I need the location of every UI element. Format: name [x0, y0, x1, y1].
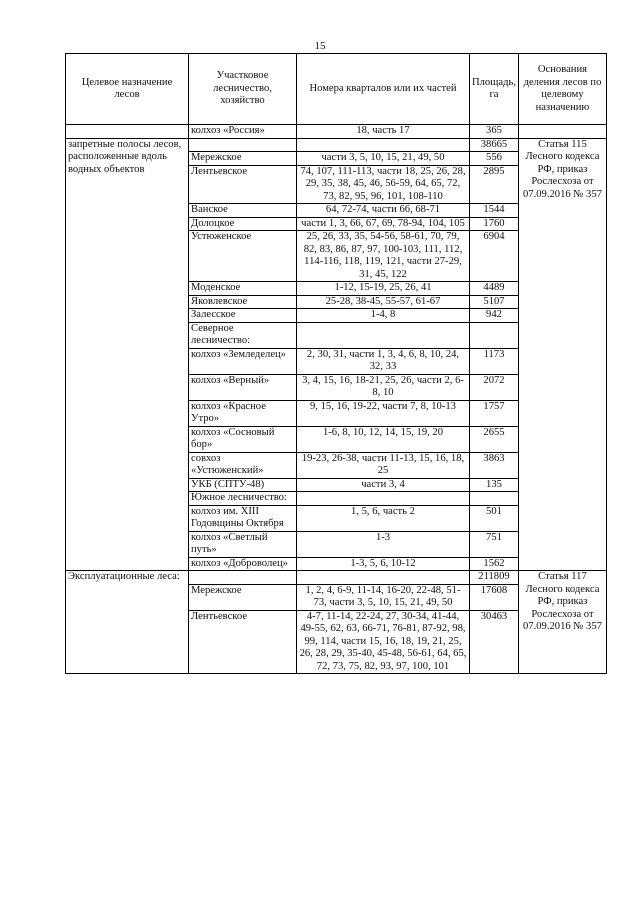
- quarters-cell: 1-12, 15-19, 25, 26, 41: [297, 282, 470, 296]
- basis-cell: Статья 117 Лесного кодекса РФ, приказ Рослесхоза от 07.09.2016 № 357: [518, 571, 606, 674]
- forestry-cell: Устюженское: [189, 231, 297, 282]
- area-cell: 211809: [470, 571, 519, 585]
- header-basis: Основания деления лесов по целевому назначению: [518, 54, 606, 125]
- quarters-cell: части 3, 4: [297, 478, 470, 492]
- basis-cell: Статья 115 Лесного кодекса РФ, приказ Рослесхоза от 07.09.2016 № 357: [518, 138, 606, 571]
- forestry-cell: Мережское: [189, 584, 297, 610]
- quarters-cell: 1, 5, 6, часть 2: [297, 505, 470, 531]
- area-cell: 556: [470, 152, 519, 166]
- forestry-cell: Лентьевское: [189, 610, 297, 674]
- quarters-cell: 3, 4, 15, 16, 18-21, 25, 26, части 2, 6-8, 10: [297, 374, 470, 400]
- area-cell: 501: [470, 505, 519, 531]
- area-cell: 2655: [470, 426, 519, 452]
- area-cell: [470, 492, 519, 506]
- forestry-cell: колхоз «Светлый путь»: [189, 531, 297, 557]
- area-cell: 1757: [470, 400, 519, 426]
- forestry-cell: УКБ (СПТУ-48): [189, 478, 297, 492]
- area-cell: 2895: [470, 165, 519, 204]
- quarters-cell: части 3, 5, 10, 15, 21, 49, 50: [297, 152, 470, 166]
- quarters-cell: [297, 492, 470, 506]
- quarters-cell: 1-3, 5, 6, 10-12: [297, 557, 470, 571]
- area-cell: 135: [470, 478, 519, 492]
- forestry-cell: колхоз «Доброволец»: [189, 557, 297, 571]
- quarters-cell: части 1, 3, 66, 67, 69, 78-94, 104, 105: [297, 217, 470, 231]
- quarters-cell: 25-28, 38-45, 55-57, 61-67: [297, 295, 470, 309]
- quarters-cell: 25, 26, 33, 35, 54-56, 58-61, 70, 79, 82, 83, 86, 87, 97, 100-103, 111, 112, 114-116, 118, 119, 121, части 27-29, 31, 45, 122: [297, 231, 470, 282]
- section-total-row: [66, 571, 607, 585]
- purpose-cell: запретные полосы лесов, расположенные вдоль водных объектов: [66, 138, 189, 571]
- quarters-cell: 1-3: [297, 531, 470, 557]
- quarters-cell: 1-4, 8: [297, 309, 470, 323]
- purpose-cell: Эксплуатационные леса:: [66, 571, 189, 674]
- quarters-cell: 2, 30, 31, части 1, 3, 4, 6, 8, 10, 24, 32, 33: [297, 348, 470, 374]
- forestry-cell: совхоз «Устюженский»: [189, 452, 297, 478]
- quarters-cell: 1, 2, 4, 6-9, 11-14, 16-20, 22-48, 51-73, части 3, 5, 10, 15, 21, 49, 50: [297, 584, 470, 610]
- quarters-cell: 1-6, 8, 10, 12, 14, 15, 19, 20: [297, 426, 470, 452]
- area-cell: 3863: [470, 452, 519, 478]
- forestry-cell: Лентьевское: [189, 165, 297, 204]
- forestry-cell: Залесское: [189, 309, 297, 323]
- area-cell: 5107: [470, 295, 519, 309]
- area-cell: 365: [470, 125, 519, 139]
- area-cell: 1562: [470, 557, 519, 571]
- forestry-cell: Моденское: [189, 282, 297, 296]
- area-cell: 38665: [470, 138, 519, 152]
- area-cell: 1544: [470, 204, 519, 218]
- forest-purpose-table: [65, 53, 607, 674]
- area-cell: 1173: [470, 348, 519, 374]
- page-number: 15: [314, 40, 326, 52]
- header-quarters: Номера кварталов или их частей: [297, 54, 470, 125]
- header-area: Площадь, га: [470, 54, 519, 125]
- quarters-cell: [297, 571, 470, 585]
- area-cell: 4489: [470, 282, 519, 296]
- forestry-cell: Долоцкое: [189, 217, 297, 231]
- area-cell: 6904: [470, 231, 519, 282]
- forestry-cell: колхоз «Верный»: [189, 374, 297, 400]
- quarters-cell: 64, 72-74, части 66, 68-71: [297, 204, 470, 218]
- quarters-cell: 74, 107, 111-113, части 18, 25, 26, 28, 29, 35, 38, 45, 46, 56-59, 64, 65, 72, 73, 82, 95, 96, 101, 108-110: [297, 165, 470, 204]
- forestry-cell: Мережское: [189, 152, 297, 166]
- table-row: [66, 125, 607, 139]
- forestry-cell: колхоз «Земледелец»: [189, 348, 297, 374]
- basis-cell: [518, 125, 606, 139]
- forestry-cell: [189, 138, 297, 152]
- forestry-cell: колхоз им. XIII Годовщины Октября: [189, 505, 297, 531]
- area-cell: 942: [470, 309, 519, 323]
- quarters-cell: [297, 322, 470, 348]
- quarters-cell: [297, 138, 470, 152]
- forestry-cell: Южное лесничество:: [189, 492, 297, 506]
- forestry-cell: [189, 571, 297, 585]
- quarters-cell: 19-23, 26-38, части 11-13, 15, 16, 18, 25: [297, 452, 470, 478]
- area-cell: 17608: [470, 584, 519, 610]
- forestry-cell: Северное лесничество:: [189, 322, 297, 348]
- area-cell: 1760: [470, 217, 519, 231]
- forestry-cell: колхоз «Красное Утро»: [189, 400, 297, 426]
- forestry-cell: Яковлевское: [189, 295, 297, 309]
- table-header-row: [66, 54, 607, 125]
- purpose-cell: [66, 125, 189, 139]
- area-cell: 30463: [470, 610, 519, 674]
- forestry-cell: колхоз «Сосновый бор»: [189, 426, 297, 452]
- area-cell: [470, 322, 519, 348]
- area-cell: 2072: [470, 374, 519, 400]
- header-purpose: Целевое назначение лесов: [66, 54, 189, 125]
- quarters-cell: 4-7, 11-14, 22-24, 27, 30-34, 41-44, 49-55, 62, 63, 66-71, 76-81, 87-92, 98, 99, 114, части 15, 16, 18, 19, 21, 25, 26, 28, 29, 35-40, 45-48, 56-61, 64, 65, 72, 73, 75, 82, 93, 97, 100, 101: [297, 610, 470, 674]
- header-forestry: Участковое лесничество, хозяйство: [189, 54, 297, 125]
- quarters-cell: 9, 15, 16, 19-22, части 7, 8, 10-13: [297, 400, 470, 426]
- forestry-cell: колхоз «Россия»: [189, 125, 297, 139]
- forestry-cell: Ванское: [189, 204, 297, 218]
- area-cell: 751: [470, 531, 519, 557]
- quarters-cell: 18, часть 17: [297, 125, 470, 139]
- section-total-row: [66, 138, 607, 152]
